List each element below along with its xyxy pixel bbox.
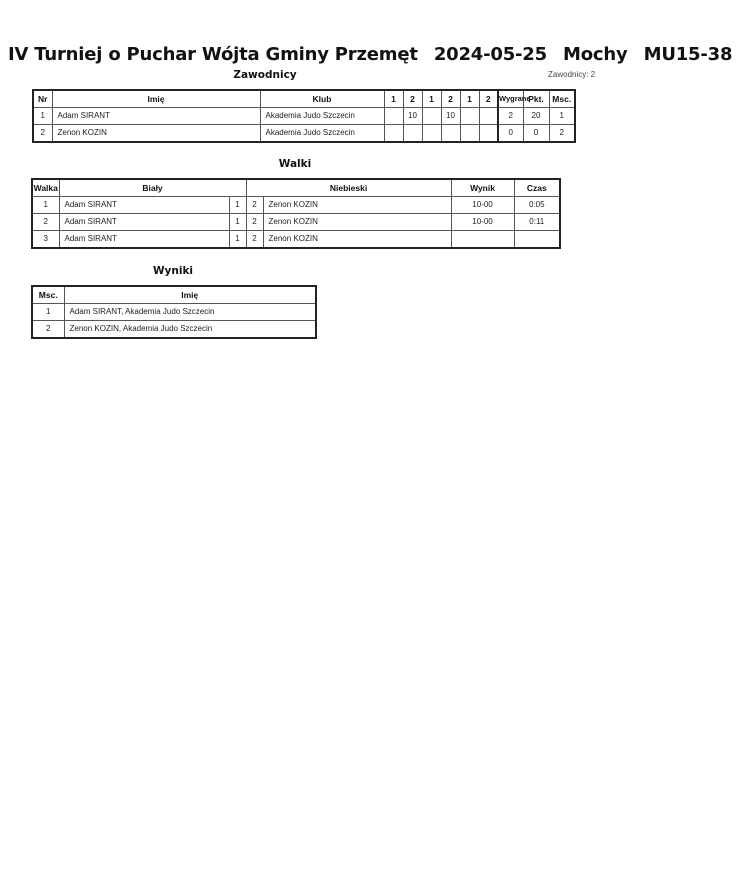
table-row xyxy=(32,231,560,249)
tournament-location: Mochy xyxy=(563,44,628,65)
col-time: Czas xyxy=(514,179,560,197)
round-score xyxy=(422,108,441,125)
table-row xyxy=(32,197,560,214)
col-points: Pkt. xyxy=(523,90,549,108)
result-place: 1 xyxy=(32,304,64,321)
round-score xyxy=(403,125,422,143)
round-score xyxy=(384,108,403,125)
competitor-club: Akademia Judo Szczecin xyxy=(260,108,384,125)
col-club: Klub xyxy=(260,90,384,108)
white-competitor: Adam SIRANT xyxy=(59,231,229,249)
competitors-count: Zawodnicy: 2 xyxy=(548,70,596,79)
col-round: 1 xyxy=(384,90,403,108)
col-blue: Niebieski xyxy=(246,179,451,197)
competitors-heading: Zawodnicy xyxy=(233,69,297,81)
blue-competitor: Zenon KOZIN xyxy=(263,197,451,214)
fights-heading: Walki xyxy=(278,158,312,170)
fight-result: 10-00 xyxy=(451,197,514,214)
results-header-row xyxy=(32,286,316,304)
table-row xyxy=(33,108,575,125)
white-competitor: Adam SIRANT xyxy=(59,214,229,231)
table-row xyxy=(32,304,316,321)
blue-nr: 2 xyxy=(246,197,263,214)
col-round: 2 xyxy=(441,90,460,108)
white-nr: 1 xyxy=(229,231,246,249)
page-title xyxy=(8,44,733,65)
competitor-name: Zenon KOZIN xyxy=(52,125,260,143)
col-round: 2 xyxy=(403,90,422,108)
tournament-date: 2024-05-25 xyxy=(433,44,547,65)
fight-no: 1 xyxy=(32,197,59,214)
round-score xyxy=(441,125,460,143)
fights-header-row xyxy=(32,179,560,197)
blue-nr: 2 xyxy=(246,231,263,249)
results-heading: Wyniki xyxy=(152,265,194,277)
round-score xyxy=(460,108,479,125)
competitor-wins: 2 xyxy=(498,108,523,125)
competitor-points: 20 xyxy=(523,108,549,125)
competitor-nr: 1 xyxy=(33,108,52,125)
competitor-nr: 2 xyxy=(33,125,52,143)
col-result: Wynik xyxy=(451,179,514,197)
col-place: Msc. xyxy=(32,286,64,304)
fight-result xyxy=(451,231,514,249)
col-white: Biały xyxy=(59,179,246,197)
competitor-place: 1 xyxy=(549,108,575,125)
result-name: Adam SIRANT, Akademia Judo Szczecin xyxy=(64,304,316,321)
fights-table xyxy=(31,178,561,249)
blue-competitor: Zenon KOZIN xyxy=(263,214,451,231)
competitor-wins: 0 xyxy=(498,125,523,143)
white-nr: 1 xyxy=(229,214,246,231)
col-fight-no: Walka xyxy=(32,179,59,197)
round-score xyxy=(479,125,498,143)
round-score: 10 xyxy=(441,108,460,125)
fight-result: 10-00 xyxy=(451,214,514,231)
col-wins: Wygrane xyxy=(498,90,523,108)
blue-competitor: Zenon KOZIN xyxy=(263,231,451,249)
table-row xyxy=(32,214,560,231)
competitor-points: 0 xyxy=(523,125,549,143)
fight-time: 0:05 xyxy=(514,197,560,214)
table-row xyxy=(32,321,316,339)
col-name: Imię xyxy=(64,286,316,304)
fight-time xyxy=(514,231,560,249)
round-score xyxy=(460,125,479,143)
white-nr: 1 xyxy=(229,197,246,214)
fight-no: 3 xyxy=(32,231,59,249)
round-score: 10 xyxy=(403,108,422,125)
competitors-table xyxy=(32,89,576,143)
weight-category: MU15-38 xyxy=(643,44,733,65)
round-score xyxy=(384,125,403,143)
col-name: Imię xyxy=(52,90,260,108)
col-round: 1 xyxy=(460,90,479,108)
col-round: 2 xyxy=(479,90,498,108)
round-score xyxy=(479,108,498,125)
results-table xyxy=(31,285,317,339)
blue-nr: 2 xyxy=(246,214,263,231)
competitors-header-row xyxy=(33,90,575,108)
competitor-club: Akademia Judo Szczecin xyxy=(260,125,384,143)
col-round: 1 xyxy=(422,90,441,108)
col-place: Msc. xyxy=(549,90,575,108)
col-nr: Nr xyxy=(33,90,52,108)
result-name: Zenon KOZIN, Akademia Judo Szczecin xyxy=(64,321,316,339)
result-place: 2 xyxy=(32,321,64,339)
round-score xyxy=(422,125,441,143)
tournament-title: IV Turniej o Puchar Wójta Gminy Przemęt xyxy=(8,44,418,65)
competitor-place: 2 xyxy=(549,125,575,143)
white-competitor: Adam SIRANT xyxy=(59,197,229,214)
fight-no: 2 xyxy=(32,214,59,231)
table-row xyxy=(33,125,575,143)
fight-time: 0:11 xyxy=(514,214,560,231)
competitor-name: Adam SIRANT xyxy=(52,108,260,125)
